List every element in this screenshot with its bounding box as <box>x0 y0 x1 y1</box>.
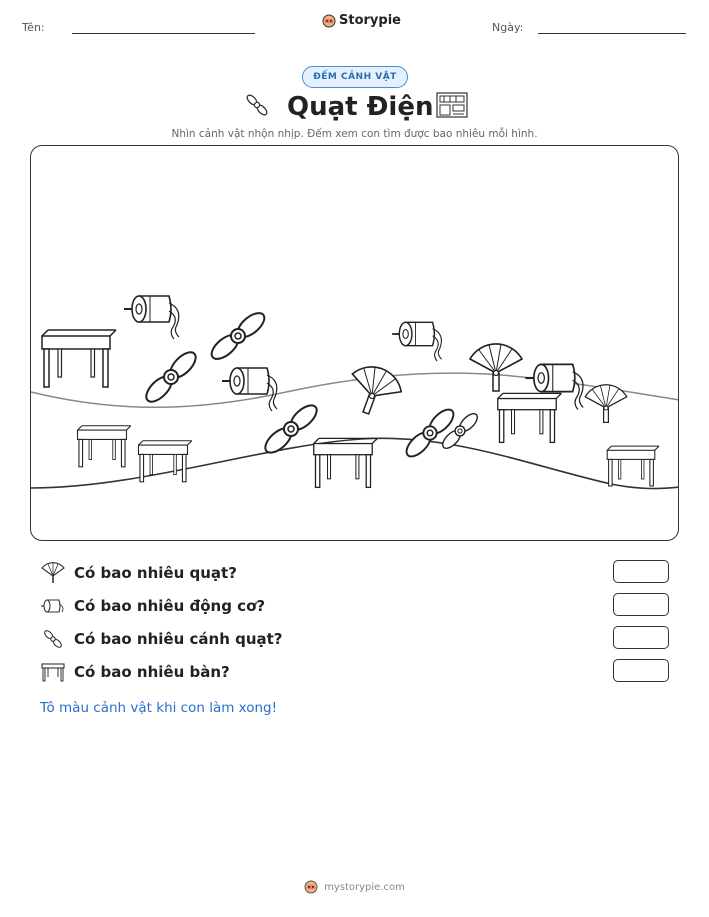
table-icon <box>40 661 66 683</box>
fan-blade-icon <box>244 92 270 118</box>
storypie-mascot-icon <box>322 14 336 28</box>
date-line[interactable] <box>538 33 686 34</box>
footer-url[interactable]: mystorypie.com <box>324 881 405 893</box>
motor <box>222 368 277 411</box>
footer <box>0 880 709 894</box>
fan-blade <box>142 348 200 406</box>
page-subtitle: Nhìn cảnh vật nhộn nhịp. Đếm xem con tìm được bao nhiêu mỗi hình. <box>171 128 538 140</box>
brand-name: Storypie <box>339 13 401 28</box>
question-text: Có bao nhiêu động cơ? <box>74 597 266 615</box>
counting-scene <box>30 145 679 541</box>
coloring-instruction: Tô màu cảnh vật khi con làm xong! <box>40 700 278 716</box>
question-row <box>40 594 265 618</box>
name-line[interactable] <box>72 33 255 34</box>
activity-badge: ĐẾM CẢNH VẬT <box>302 66 408 88</box>
brand-logo <box>322 13 401 28</box>
table <box>42 330 116 387</box>
storypie-mascot-icon <box>304 880 318 894</box>
hand-fan-icon <box>40 562 66 584</box>
table <box>498 393 562 442</box>
table <box>314 438 378 487</box>
page-title: Quạt Điện <box>287 92 434 122</box>
table <box>607 446 659 486</box>
name-label: Tên: <box>22 21 45 34</box>
answer-box[interactable] <box>613 626 669 649</box>
answer-box[interactable] <box>613 593 669 616</box>
motor-icon <box>40 595 66 617</box>
hand-fan <box>341 360 406 422</box>
fan-blade <box>402 405 457 460</box>
question-text: Có bao nhiêu cánh quạt? <box>74 630 283 648</box>
question-row <box>40 561 237 585</box>
question-row <box>40 627 283 651</box>
hand-fan <box>585 385 627 423</box>
motor <box>392 322 442 361</box>
fan-blade-icon <box>40 628 66 650</box>
table <box>78 426 131 467</box>
question-text: Có bao nhiêu bàn? <box>74 663 230 681</box>
question-text: Có bao nhiêu quạt? <box>74 564 237 582</box>
date-label: Ngày: <box>492 21 524 34</box>
hand-fan <box>470 344 522 391</box>
answer-box[interactable] <box>613 560 669 583</box>
answer-box[interactable] <box>613 659 669 682</box>
question-row <box>40 660 230 684</box>
fan-blade <box>208 309 269 364</box>
appliance-store-icon <box>436 91 468 119</box>
motor <box>124 296 179 339</box>
